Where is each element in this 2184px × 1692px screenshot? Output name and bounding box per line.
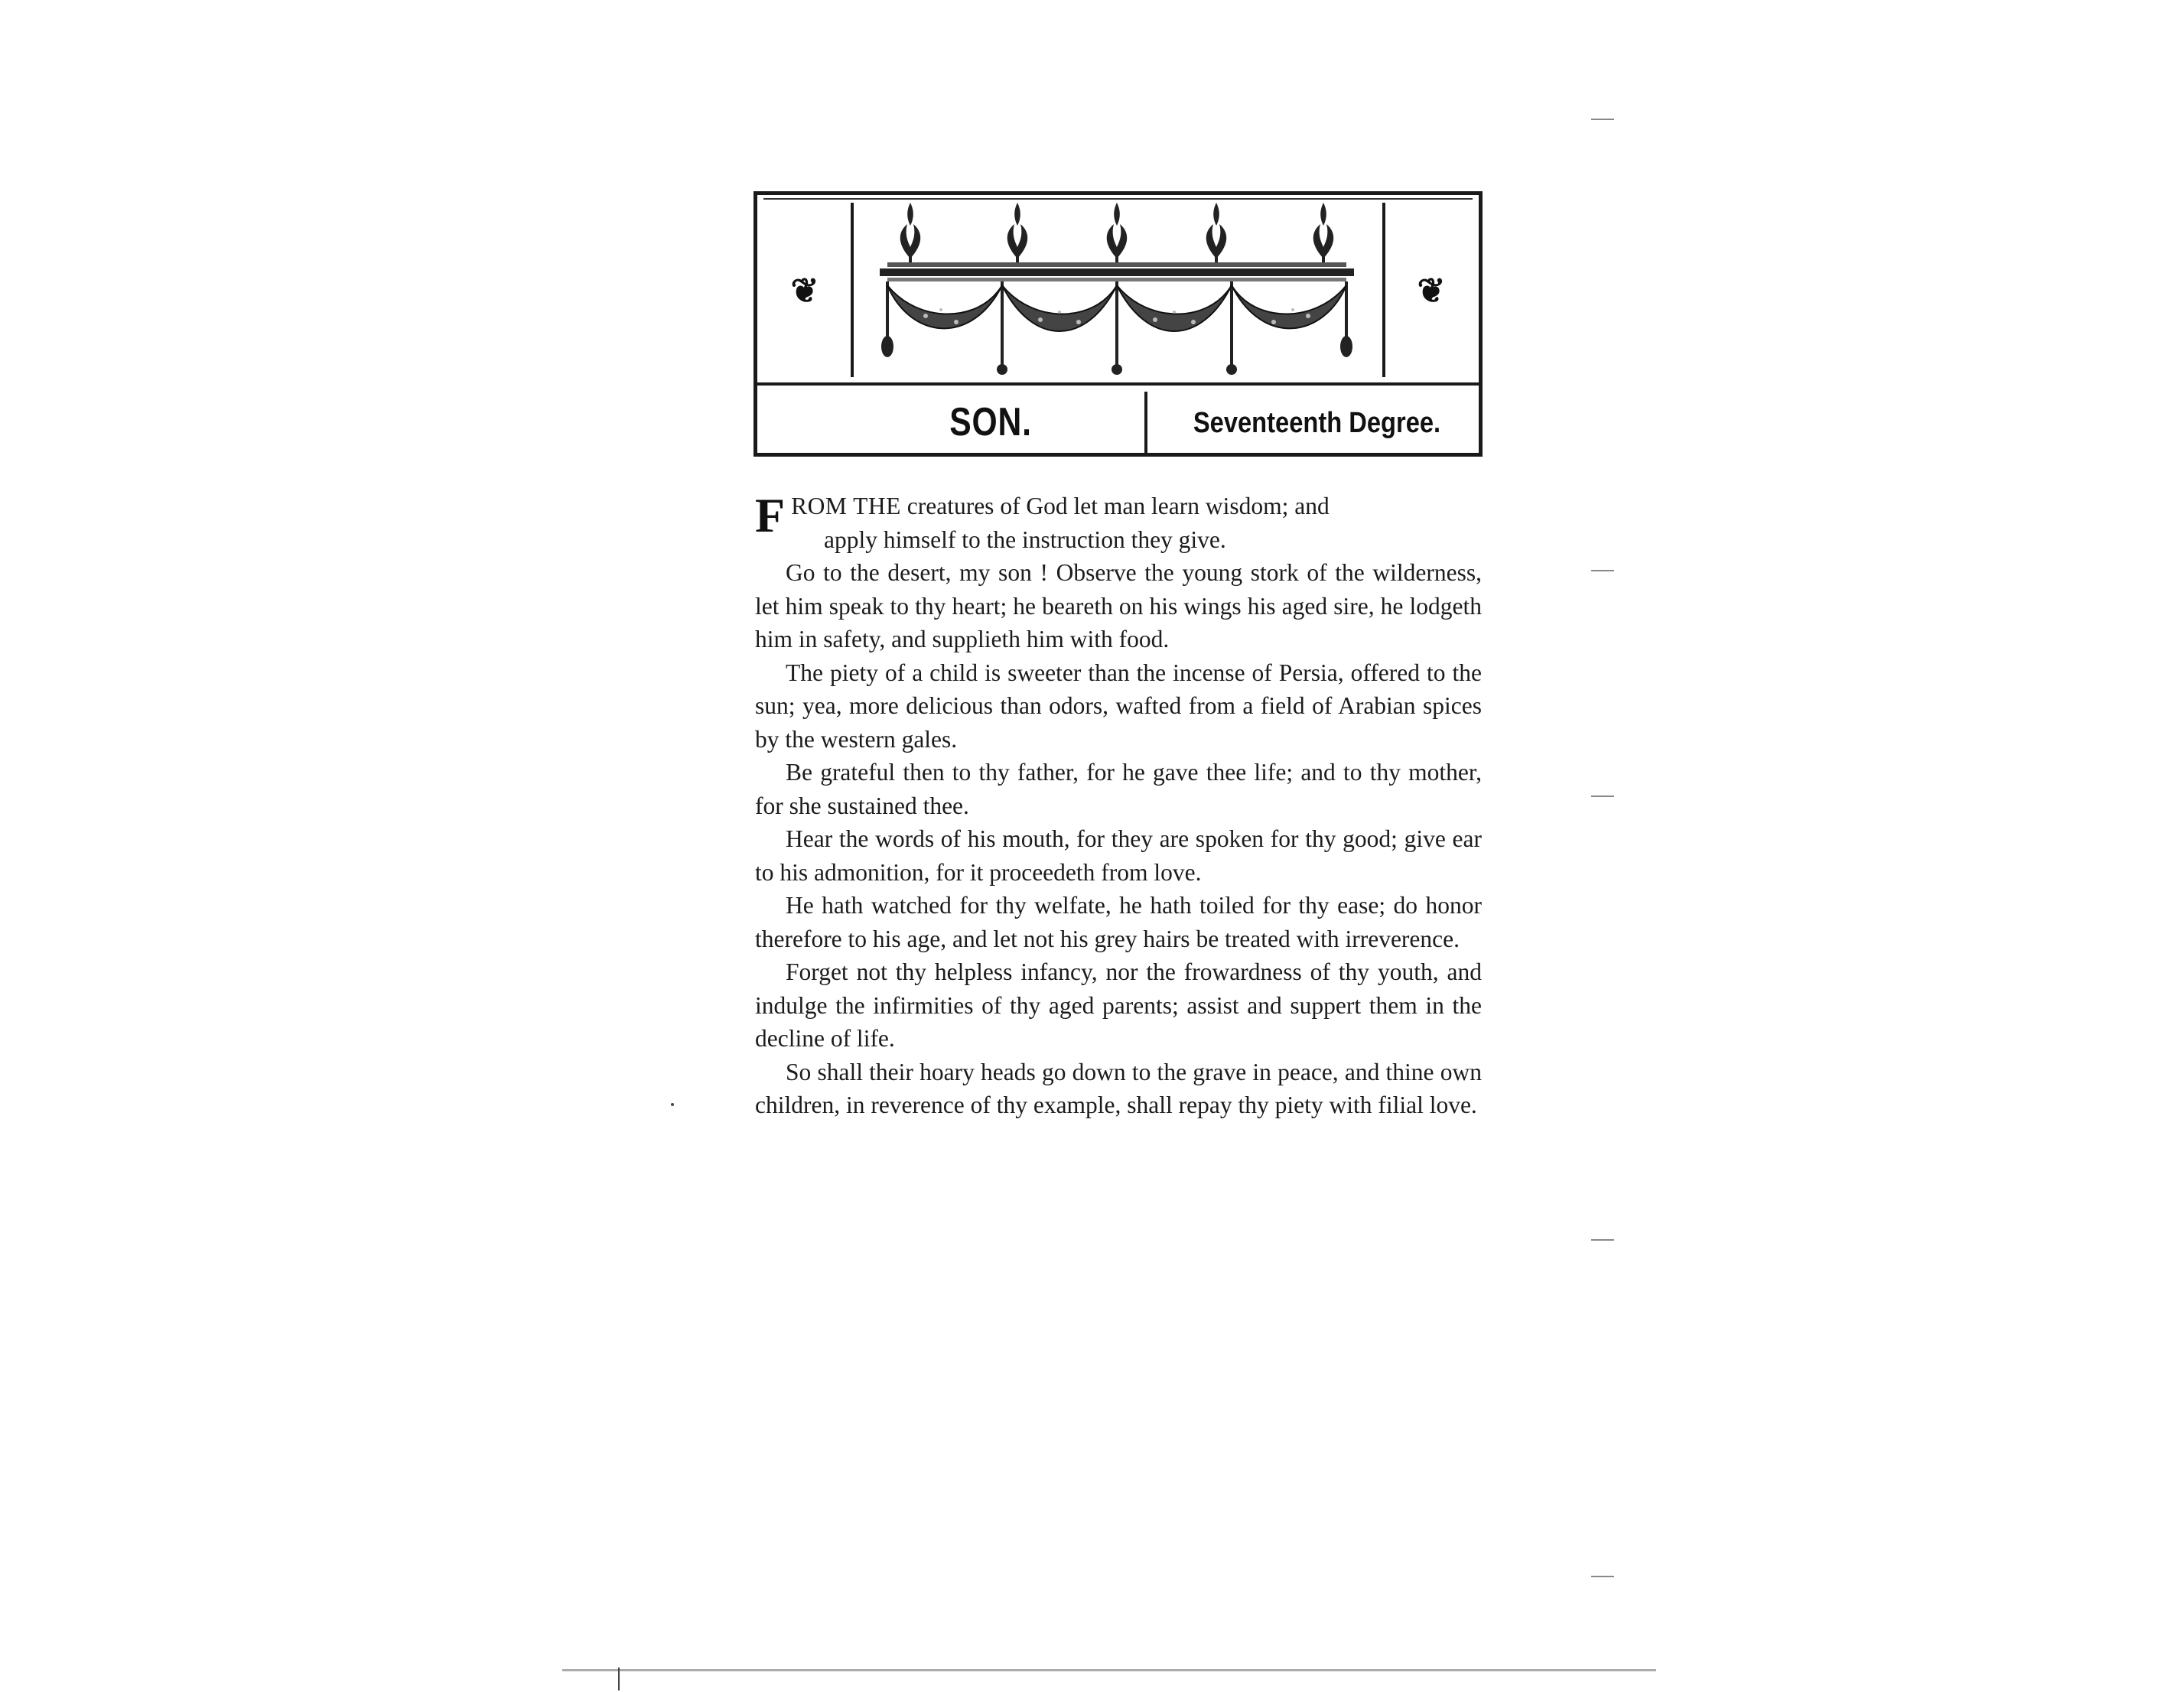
scan-edge-mark <box>1591 1239 1614 1241</box>
paragraph-7: Forget not thy helpless infancy, nor the frowardness of thy youth, and indulge the infirmities of thy aged parents; assist and suppert them in the decline of life. <box>755 958 1482 1052</box>
paragraph-1-line-2: apply himself to the instruction they give. <box>824 525 1226 553</box>
right-fleuron-icon: ❦ <box>1417 272 1446 311</box>
paragraph-1 <box>755 490 1482 556</box>
ornament-band <box>757 195 1479 386</box>
paragraph-1-line-1: creatures of God let man learn wisdom; and <box>900 493 1330 519</box>
scan-edge-tick <box>618 1668 620 1690</box>
paragraph-3: The piety of a child is sweeter than the incense of Persia, offered to the sun; yea, more delicious than odors, wafted from a field of Arabian spices by the western gales. <box>755 659 1482 753</box>
left-fleuron-panel <box>759 203 854 377</box>
right-fleuron-panel <box>1382 203 1477 377</box>
drop-cap: F <box>755 488 786 542</box>
paragraph-lead: ROM THE <box>791 493 901 519</box>
paragraph-6: He hath watched for thy welfate, he hath toiled for thy ease; do honor therefore to his age, and let not his grey hairs be treated with irreverence. <box>755 892 1482 952</box>
scan-edge-mark <box>1591 796 1614 797</box>
title-band <box>757 386 1479 453</box>
header-box <box>753 191 1483 457</box>
degree-label: Seventeenth Degree. <box>1193 407 1441 439</box>
title-divider <box>1144 392 1147 453</box>
paragraph-4: Be grateful then to thy father, for he gave thee life; and to thy mother, for she sustained thee. <box>755 759 1482 819</box>
scan-edge-mark <box>1591 570 1614 571</box>
paragraph-8: So shall their hoary heads go down to the grave in peace, and thine own children, in reverence of thy example, shall repay thy piety with filial love. <box>755 1058 1482 1118</box>
garland-ornament <box>857 201 1377 379</box>
body-text <box>755 490 1482 1122</box>
paragraph-5: Hear the words of his mouth, for they are spoken for thy good; give ear to his admonition, for it proceedeth from love. <box>755 825 1482 886</box>
page-title: SON. <box>949 400 1032 444</box>
scan-edge-rule <box>562 1669 1656 1671</box>
paragraph-2: Go to the desert, my son ! Observe the young stork of the wilderness, let him speak to thy heart; he beareth on his wings his aged sire, he lodgeth him in safety, and supplieth him with food. <box>755 559 1482 652</box>
left-fleuron-icon: ❦ <box>790 272 819 311</box>
scan-speck <box>671 1103 674 1106</box>
scan-edge-mark <box>1591 1576 1614 1577</box>
scan-edge-mark <box>1591 119 1614 120</box>
